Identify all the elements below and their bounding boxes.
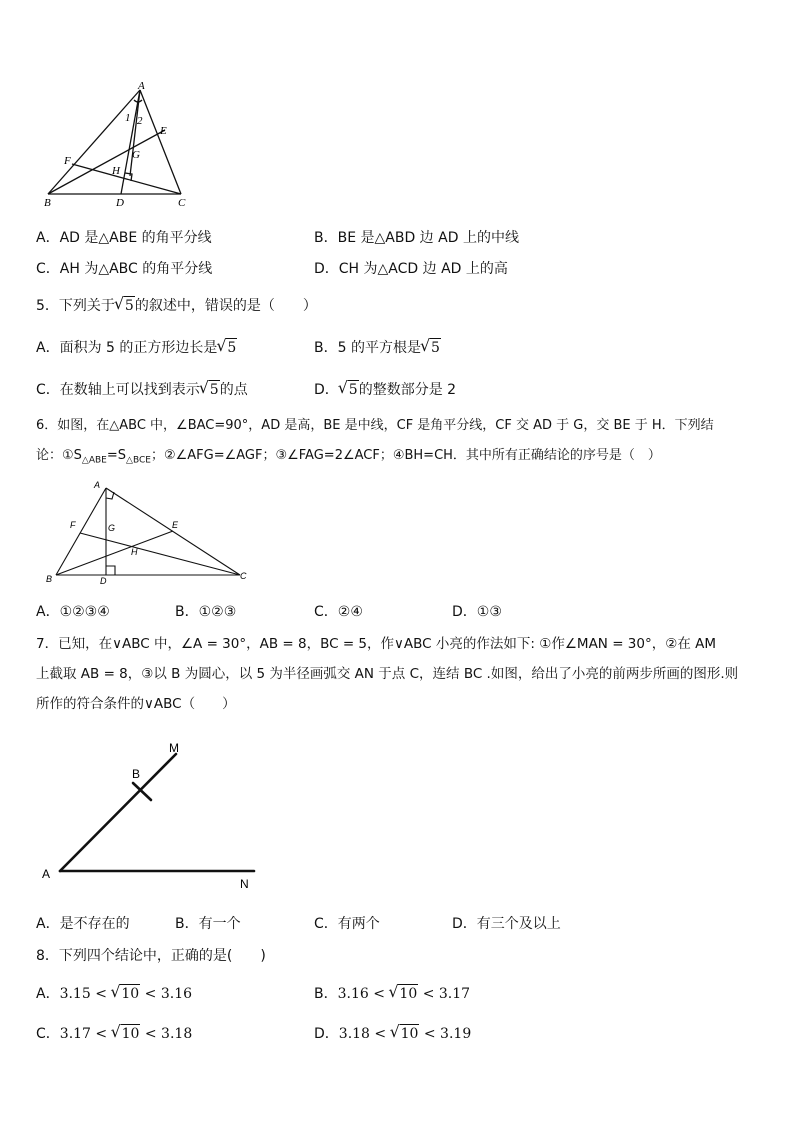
sqrt-5: √ 5 bbox=[200, 380, 220, 400]
q5-stem-pre: 5．下列关于 bbox=[36, 298, 115, 314]
sqrt-10: √ 10 bbox=[391, 1024, 420, 1044]
label-h: H bbox=[131, 547, 138, 557]
q4-option-a: A．AD 是△ABE 的角平分线 bbox=[36, 230, 212, 246]
q8-option-a: A．3.15 < √ 10 < 3.16 bbox=[36, 984, 192, 1004]
q7-option-b: B．有一个 bbox=[175, 916, 241, 932]
side-ab bbox=[56, 488, 106, 575]
label-d: D bbox=[116, 197, 124, 209]
q4-option-b: B．BE 是△ABD 边 AD 上的中线 bbox=[314, 230, 519, 246]
tick-b bbox=[133, 783, 151, 800]
label-e: E bbox=[160, 125, 167, 137]
bisector-cf bbox=[80, 533, 240, 575]
q7-angle-figure bbox=[36, 736, 266, 894]
label-a: A bbox=[42, 867, 51, 881]
q6-stem-line2: 论：$①S_{\triangle ABE}=S_{\triangle BCE}$；②∠AFG=∠AGF；③∠FAG=2∠ACF；④BH=CH．其中所有正确结论的序号是（ ） bbox=[36, 448, 661, 466]
label-h: H bbox=[112, 165, 120, 177]
label-g: G bbox=[132, 149, 140, 161]
label-angle-2: 2 bbox=[137, 115, 143, 127]
sqrt-5: √ 5 bbox=[339, 380, 359, 400]
label-a: A bbox=[94, 480, 101, 490]
label-n: N bbox=[240, 877, 249, 891]
label-a: A bbox=[138, 80, 145, 92]
right-angle-mark-d bbox=[106, 566, 115, 575]
q6-option-c: C．②④ bbox=[314, 604, 363, 620]
label-b: B bbox=[132, 767, 141, 781]
q7-option-c: C．有两个 bbox=[314, 916, 380, 932]
label-f: F bbox=[70, 520, 76, 530]
sqrt-5: √ 5 bbox=[421, 338, 441, 358]
q7-stem-line2: 上截取 AB = 8，③以 B 为圆心，以 5 为半径画弧交 AN 于点 C，连结 BC .如图，给出了小亮的前两步所画的图形.则 bbox=[36, 666, 739, 682]
label-b: B bbox=[44, 197, 51, 209]
q6-triangle-figure bbox=[40, 478, 256, 588]
label-f: F bbox=[64, 155, 71, 167]
q7-option-d: D．有三个及以上 bbox=[452, 916, 561, 932]
segment-cf bbox=[72, 164, 181, 194]
sqrt-10: √ 10 bbox=[112, 1024, 141, 1044]
label-d: D bbox=[100, 576, 107, 586]
label-c: C bbox=[240, 571, 247, 581]
q6-option-a: A．①②③④ bbox=[36, 604, 110, 620]
q6-stem-line1: 6．如图，在△ABC 中，∠BAC=90°，AD 是高，BE 是中线，CF 是角平分线，CF 交 AD 于 G，交 BE 于 H．下列结 bbox=[36, 418, 714, 433]
sqrt-5: √ 5 bbox=[217, 338, 237, 358]
side-ac bbox=[140, 90, 181, 194]
q7-stem-line1: 7．已知，在∨ABC 中，∠A = 30°，AB = 8，BC = 5，作∨ABC 小亮的作法如下: ①作∠MAN = 30°，②在 AM bbox=[36, 636, 717, 652]
q5-option-a: A．面积为 5 的正方形边长是√ 5 bbox=[36, 338, 237, 358]
q5-stem-post: 的叙述中，错误的是（ ） bbox=[134, 298, 317, 314]
q8-option-b: B．3.16 < √ 10 < 3.17 bbox=[314, 984, 470, 1004]
q7-stem-line3: 所作的符合条件的∨ABC（ ） bbox=[36, 696, 236, 712]
q5-option-b: B．5 的平方根是√ 5 bbox=[314, 338, 441, 358]
label-c: C bbox=[178, 197, 186, 209]
q7-option-a: A．是不存在的 bbox=[36, 916, 130, 932]
q8-option-c: C．3.17 < √ 10 < 3.18 bbox=[36, 1024, 192, 1044]
sqrt-5: √ 5 bbox=[115, 296, 135, 316]
label-e: E bbox=[172, 520, 179, 530]
sqrt-10: √ 10 bbox=[389, 984, 418, 1004]
q5-stem bbox=[36, 296, 317, 316]
q8-option-d: D．3.18 < √ 10 < 3.19 bbox=[314, 1024, 471, 1044]
q4-triangle-figure bbox=[36, 78, 196, 214]
label-g: G bbox=[108, 523, 116, 533]
q8-stem: 8．下列四个结论中，正确的是( ) bbox=[36, 948, 266, 964]
ray-am bbox=[60, 754, 176, 871]
label-angle-1: 1 bbox=[125, 112, 131, 124]
q4-option-c: C．AH 为△ABC 的角平分线 bbox=[36, 261, 213, 277]
q4-option-d: D．CH 为△ACD 边 AD 上的高 bbox=[314, 261, 508, 277]
q6-option-d: D．①③ bbox=[452, 604, 502, 620]
q5-option-c: C．在数轴上可以找到表示√ 5的点 bbox=[36, 380, 248, 400]
q6-option-b: B．①②③ bbox=[175, 604, 237, 620]
q5-option-d: D．√ 5的整数部分是 2 bbox=[314, 380, 456, 400]
label-m: M bbox=[169, 741, 179, 755]
sqrt-10: √ 10 bbox=[111, 984, 140, 1004]
label-b: B bbox=[46, 574, 53, 584]
